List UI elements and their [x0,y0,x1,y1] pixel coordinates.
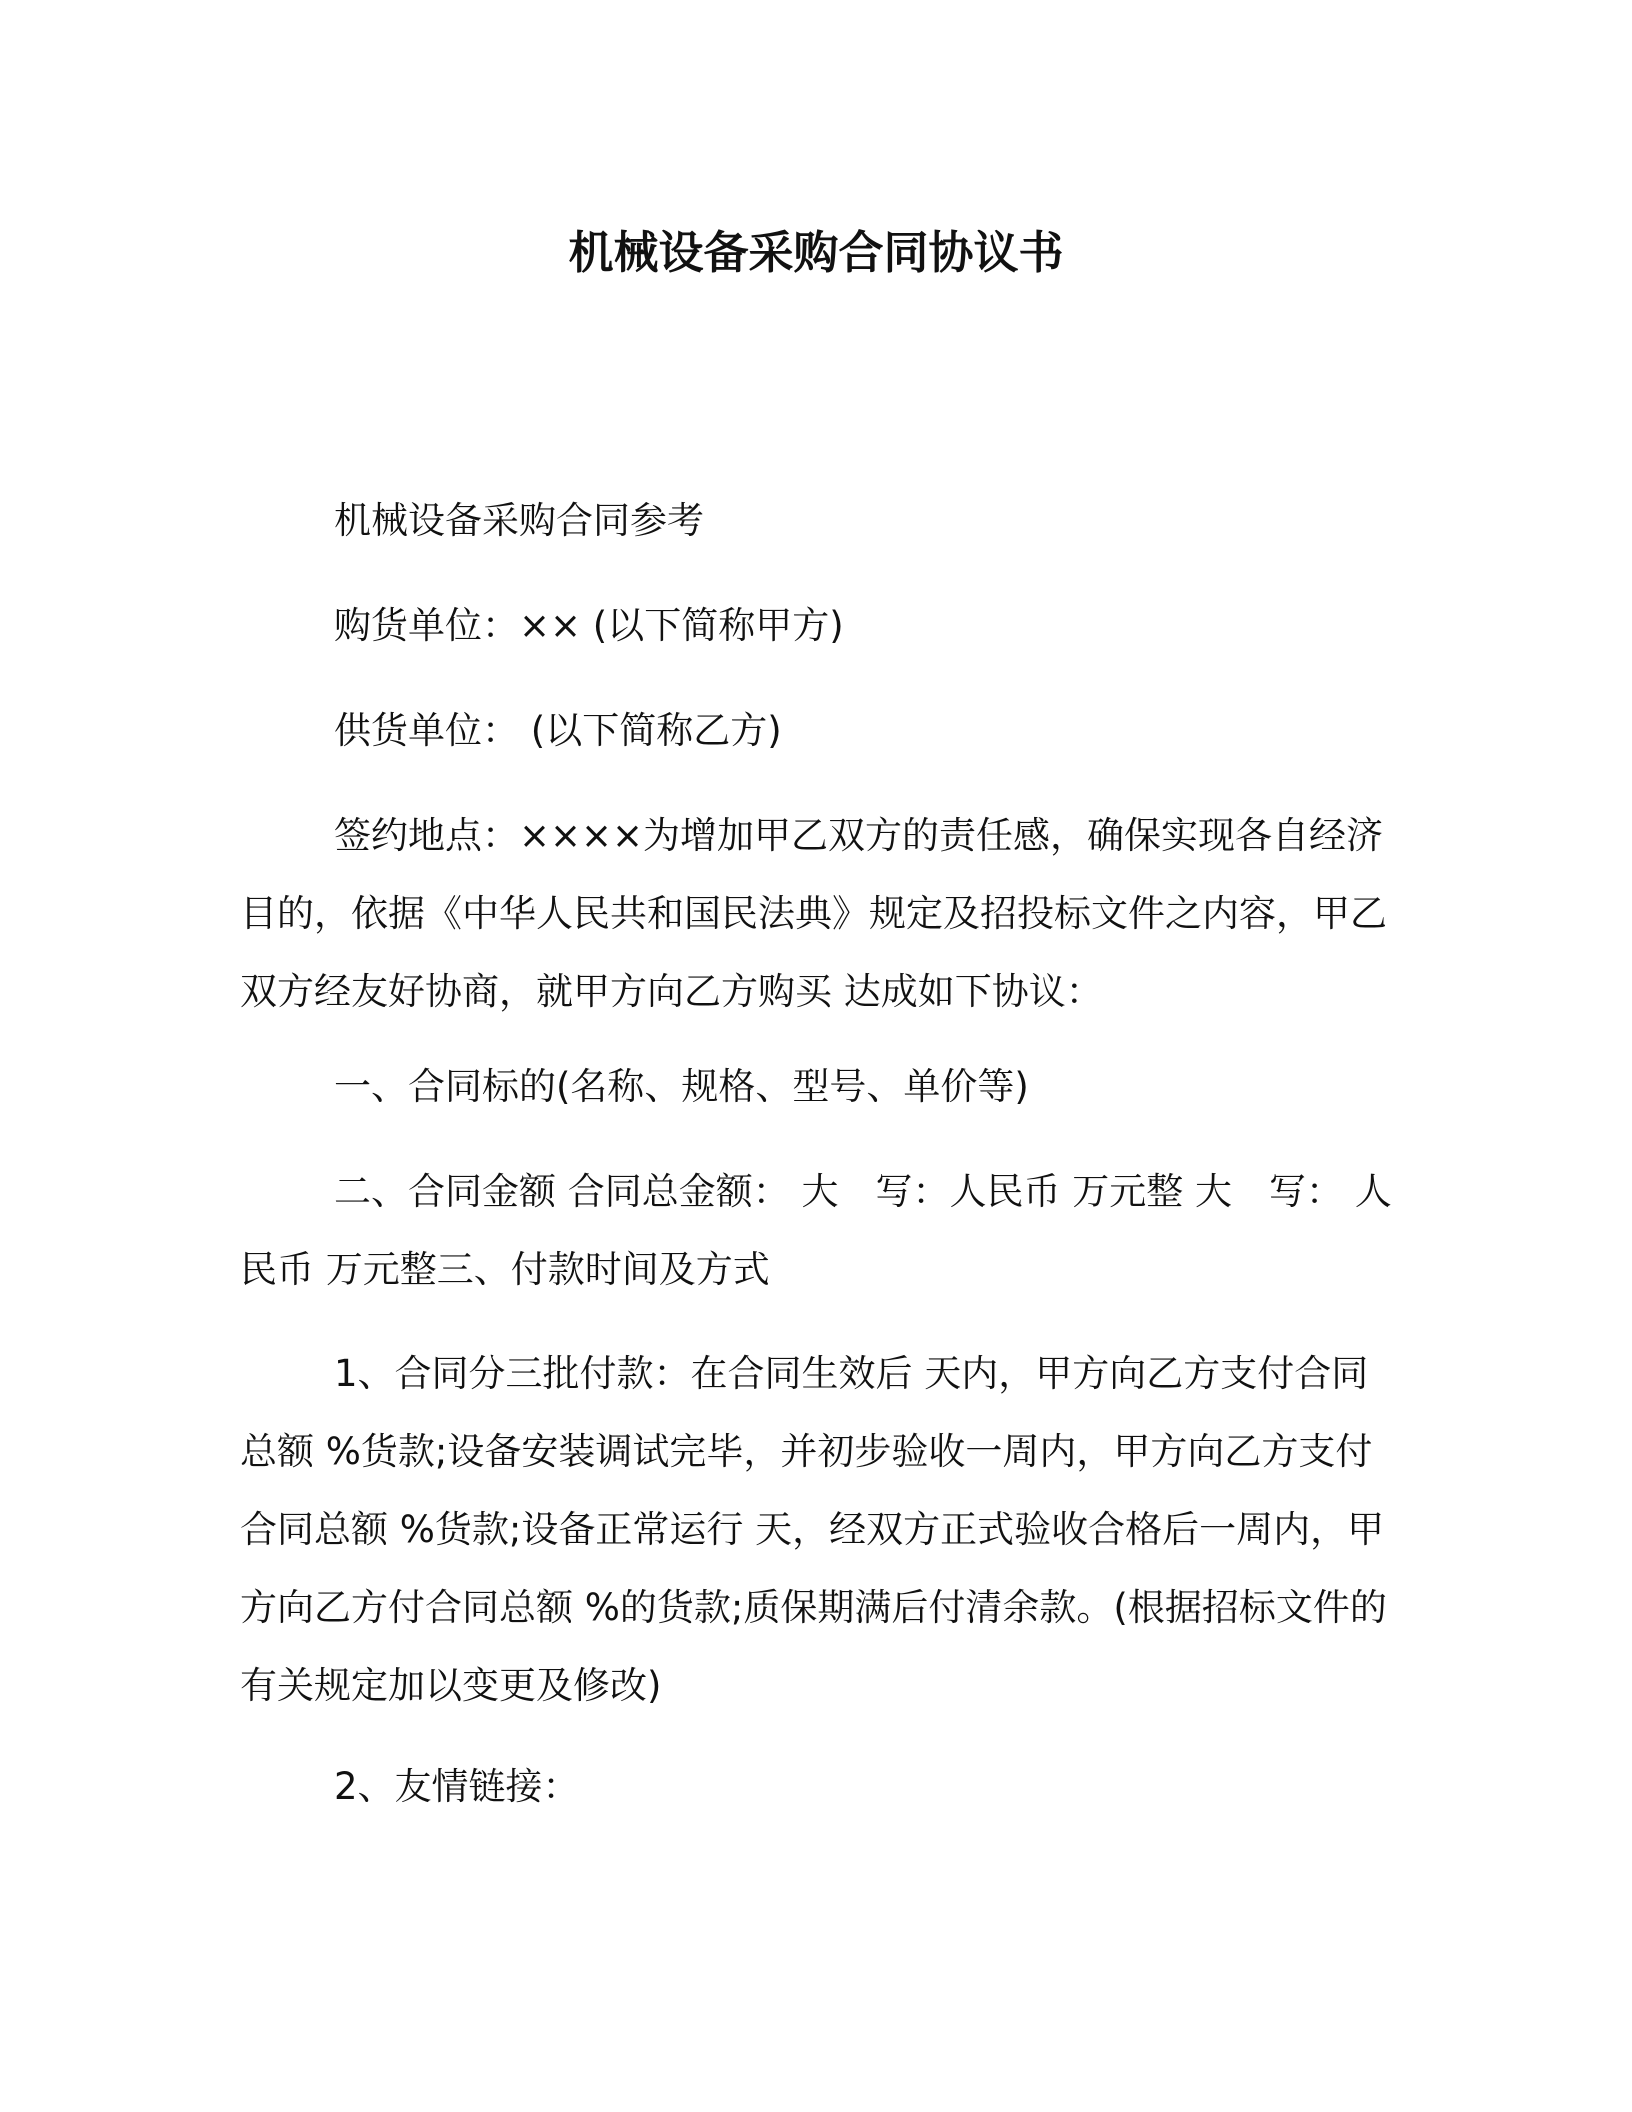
paragraph-buyer: 购货单位：×× (以下简称甲方) [334,604,844,647]
paragraph-contract-subject: 一、合同标的(名称、规格、型号、单价等) [334,1065,1029,1108]
paragraph-contract-amount: 二、合同金额 合同总金额： 大 写：人民币 万元整 大 写： 人民币 万元整三、付款时间及方式 [240,1170,1392,1291]
document-title: 机械设备采购合同协议书 [568,226,1064,279]
paragraph-friendly-links: 2、友情链接： [334,1765,580,1808]
paragraph-signing-location: 签约地点：××××为增加甲乙双方的责任感，确保实现各自经济目的，依据《中华人民共和国民法典》规定及招投标文件之内容，甲乙双方经友好协商，就甲方向乙方购买 达成如下协议： [240,814,1387,1013]
paragraph-supplier: 供货单位： (以下简称乙方) [334,709,782,752]
paragraph-intro: 机械设备采购合同参考 [334,499,704,542]
paragraph-payment-terms: 1、合同分三批付款：在合同生效后 天内，甲方向乙方支付合同总额 %货款;设备安装调试完毕，并初步验收一周内，甲方向乙方支付合同总额 %货款;设备正常运行 天，经双方正式验收合格后一周内，甲方向乙方付合同总额 %的货款;质保期满后付清余款。(根据招标文件的有关规定加以变更及修改) [240,1352,1387,1707]
